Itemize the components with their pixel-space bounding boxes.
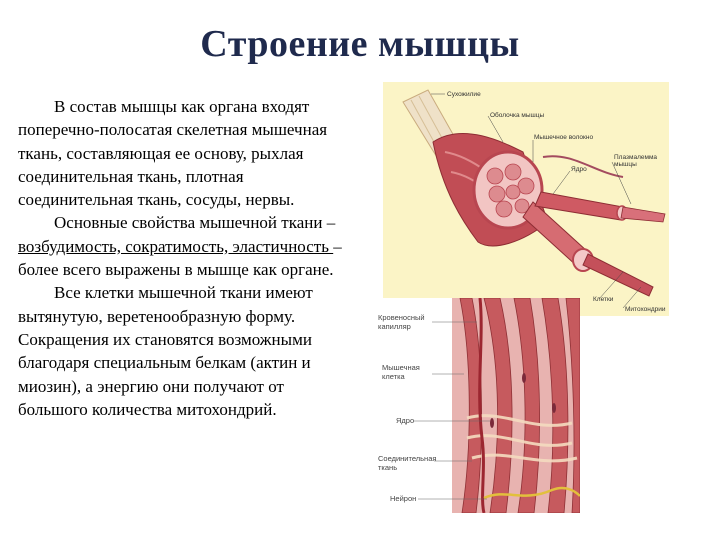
properties-lead: Основные свойства мышечной ткани –: [54, 213, 336, 233]
label-cells: Клетки: [593, 296, 614, 303]
muscle-tissue-illustration: [372, 298, 580, 513]
label-neuron: Нейрон: [390, 494, 417, 503]
body-text: [18, 95, 353, 421]
page-title: Строение мышцы: [200, 23, 520, 65]
properties-underlined: возбудимость, сократимость, эластичность: [18, 236, 334, 256]
label-capillary: Кровеносный капилляр: [378, 313, 425, 331]
label-plasmalemma: Плазмалемма мышцы: [614, 154, 658, 168]
properties-end: – более всего выражены в мышце как органе.: [18, 236, 342, 280]
label-bundle: Мышечное волокно: [534, 134, 594, 141]
label-muscle-cell: Мышечная клетка: [382, 363, 420, 381]
paragraph-composition: В состав мышцы как органа входят поперечно-полосатая скелетная мышечная ткань, составляющая ее основу, рыхлая соединительная ткань, плотная соединительная ткань, сосуды, нервы.: [18, 97, 328, 210]
label-nucleus-top: Ядро: [571, 166, 587, 173]
label-tendon: Сухожилие: [447, 91, 481, 98]
paragraph-properties: [18, 211, 353, 281]
label-fascia: Оболочка мышцы: [490, 112, 545, 119]
paragraph-cells: Все клетки мышечной ткани имеют вытянутую, веретенообразную форму. Сокращения их становятся возможными благодаря специальным белкам (актин и миозин), а энергию они получают от большого количества митохондрий.: [18, 283, 313, 419]
muscle-structure-illustration: [383, 82, 669, 316]
label-mitochondria: Митохондрии: [625, 306, 666, 313]
label-nucleus-bottom: Ядро: [396, 416, 415, 425]
label-connective-tissue: Соединительная ткань: [378, 454, 437, 472]
